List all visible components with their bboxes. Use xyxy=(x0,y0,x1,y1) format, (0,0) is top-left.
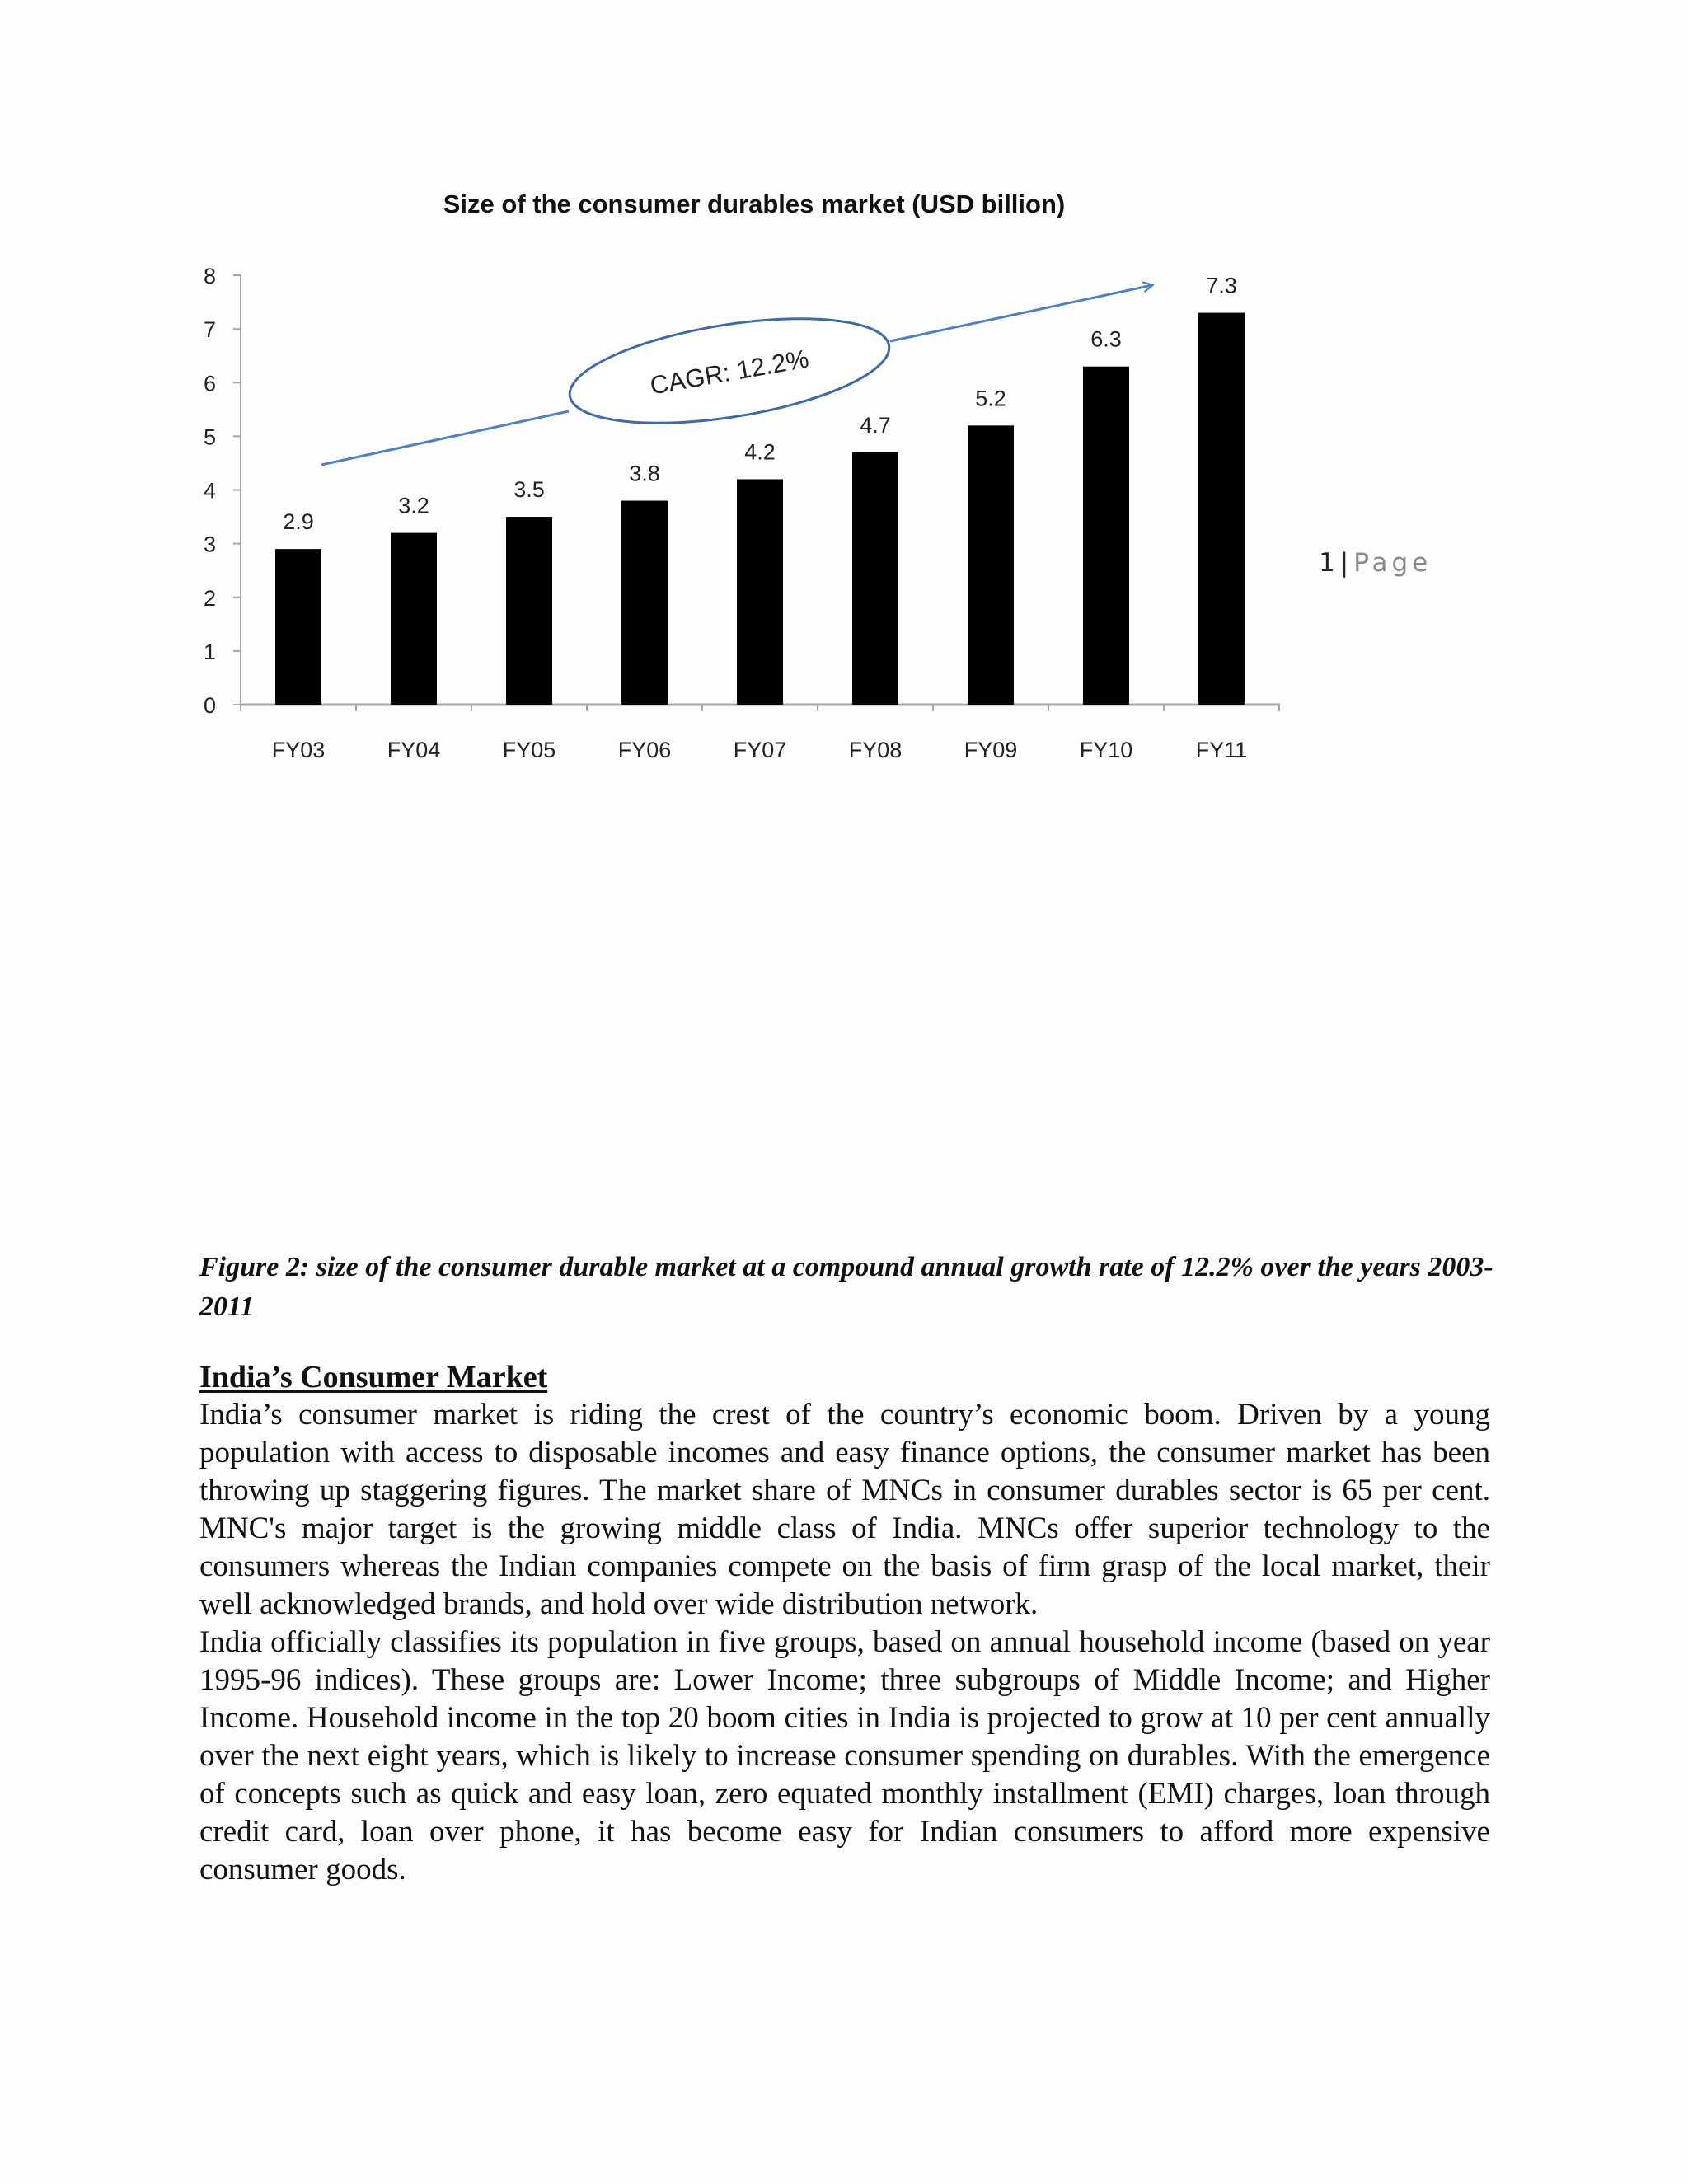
section-paragraph: India officially classifies its population in five groups, based on annual household income (based on year 1995-96 indices). These groups are: Lower Income; three subgroups of Middle Income; and Higher Income. Household income in the top 20 boom cities in India is projected to grow at 10 per cent annually over the next eight years, which is likely to increase consumer spending on durables. With the emergence of concepts such as quick and easy loan, zero equated monthly installment (EMI) charges, loan through credit card, loan over phone, it has become easy for Indian consumers to afford more expensive consumer goods. xyxy=(199,1625,1490,1886)
x-tick-label: FY09 xyxy=(964,738,1018,762)
bar-data-label: 3.8 xyxy=(629,461,660,486)
x-tick-label: FY04 xyxy=(387,738,441,762)
bar-data-label: 3.2 xyxy=(398,493,429,518)
section-paragraph: India’s consumer market is riding the crest of the country’s economic boom. Driven by a young population with access to disposable incomes and easy finance options, the consumer market has been throwing up staggering figures. The market share of MNCs in consumer durables sector is 65 per cent. MNC's major target is the growing middle class of India. MNCs offer superior technology to the consumers whereas the Indian companies compete on the basis of firm grasp of the local market, their well acknowledged brands, and hold over wide distribution network. xyxy=(199,1398,1490,1621)
figure-caption: Figure 2: size of the consumer durable market at a compound annual growth rate of 12.2% over the years 2003- 2011 xyxy=(199,1252,1493,1322)
y-tick-label: 1 xyxy=(203,639,216,664)
consumer-durables-bar-chart xyxy=(0,0,1484,824)
bar-data-label: 6.3 xyxy=(1090,326,1122,352)
bar xyxy=(506,517,552,705)
bar xyxy=(852,452,898,705)
y-tick-label: 3 xyxy=(203,532,216,557)
y-tick-label: 2 xyxy=(203,585,216,611)
cagr-annotation xyxy=(321,285,1152,465)
bar xyxy=(1083,367,1129,705)
bar-data-label: 2.9 xyxy=(283,509,314,535)
x-axis xyxy=(241,705,1280,762)
y-axis xyxy=(204,264,241,718)
y-tick-label: 4 xyxy=(203,478,216,504)
y-tick-label: 0 xyxy=(203,693,216,718)
y-tick-label: 6 xyxy=(203,371,216,396)
bar-data-label: 3.5 xyxy=(513,477,545,503)
bar xyxy=(275,549,321,705)
bar xyxy=(737,479,783,705)
x-tick-label: FY07 xyxy=(733,738,787,762)
bar xyxy=(968,425,1014,705)
chart-title: Size of the consumer durables market (USD billion) xyxy=(443,190,1066,218)
y-tick-label: 7 xyxy=(203,317,216,343)
x-tick-label: FY06 xyxy=(617,738,672,762)
bar xyxy=(1198,313,1245,705)
cagr-trend-line xyxy=(321,411,569,465)
bar-data-label: 4.7 xyxy=(860,412,891,438)
bar-data-label: 4.2 xyxy=(744,439,776,465)
consumer-market-section xyxy=(199,1358,1490,1889)
bar-data-label: 5.2 xyxy=(975,386,1006,411)
bar xyxy=(621,501,668,705)
x-tick-label: FY03 xyxy=(271,738,326,762)
x-tick-label: FY05 xyxy=(502,738,556,762)
page-number-value: 1 xyxy=(1319,548,1335,578)
x-tick-label: FY11 xyxy=(1195,738,1248,762)
page-number-word: Page xyxy=(1353,548,1432,578)
x-tick-label: FY08 xyxy=(848,738,903,762)
x-tick-label: FY10 xyxy=(1079,738,1133,762)
page-number-separator: | xyxy=(1339,548,1349,578)
cagr-label: CAGR: 12.2% xyxy=(648,344,811,401)
y-tick-label: 5 xyxy=(203,424,216,450)
page-number xyxy=(1319,548,1432,578)
bar-data-label: 7.3 xyxy=(1206,273,1237,298)
section-heading: India’s Consumer Market xyxy=(199,1360,548,1394)
bar xyxy=(391,533,437,705)
y-tick-label: 8 xyxy=(203,264,216,288)
